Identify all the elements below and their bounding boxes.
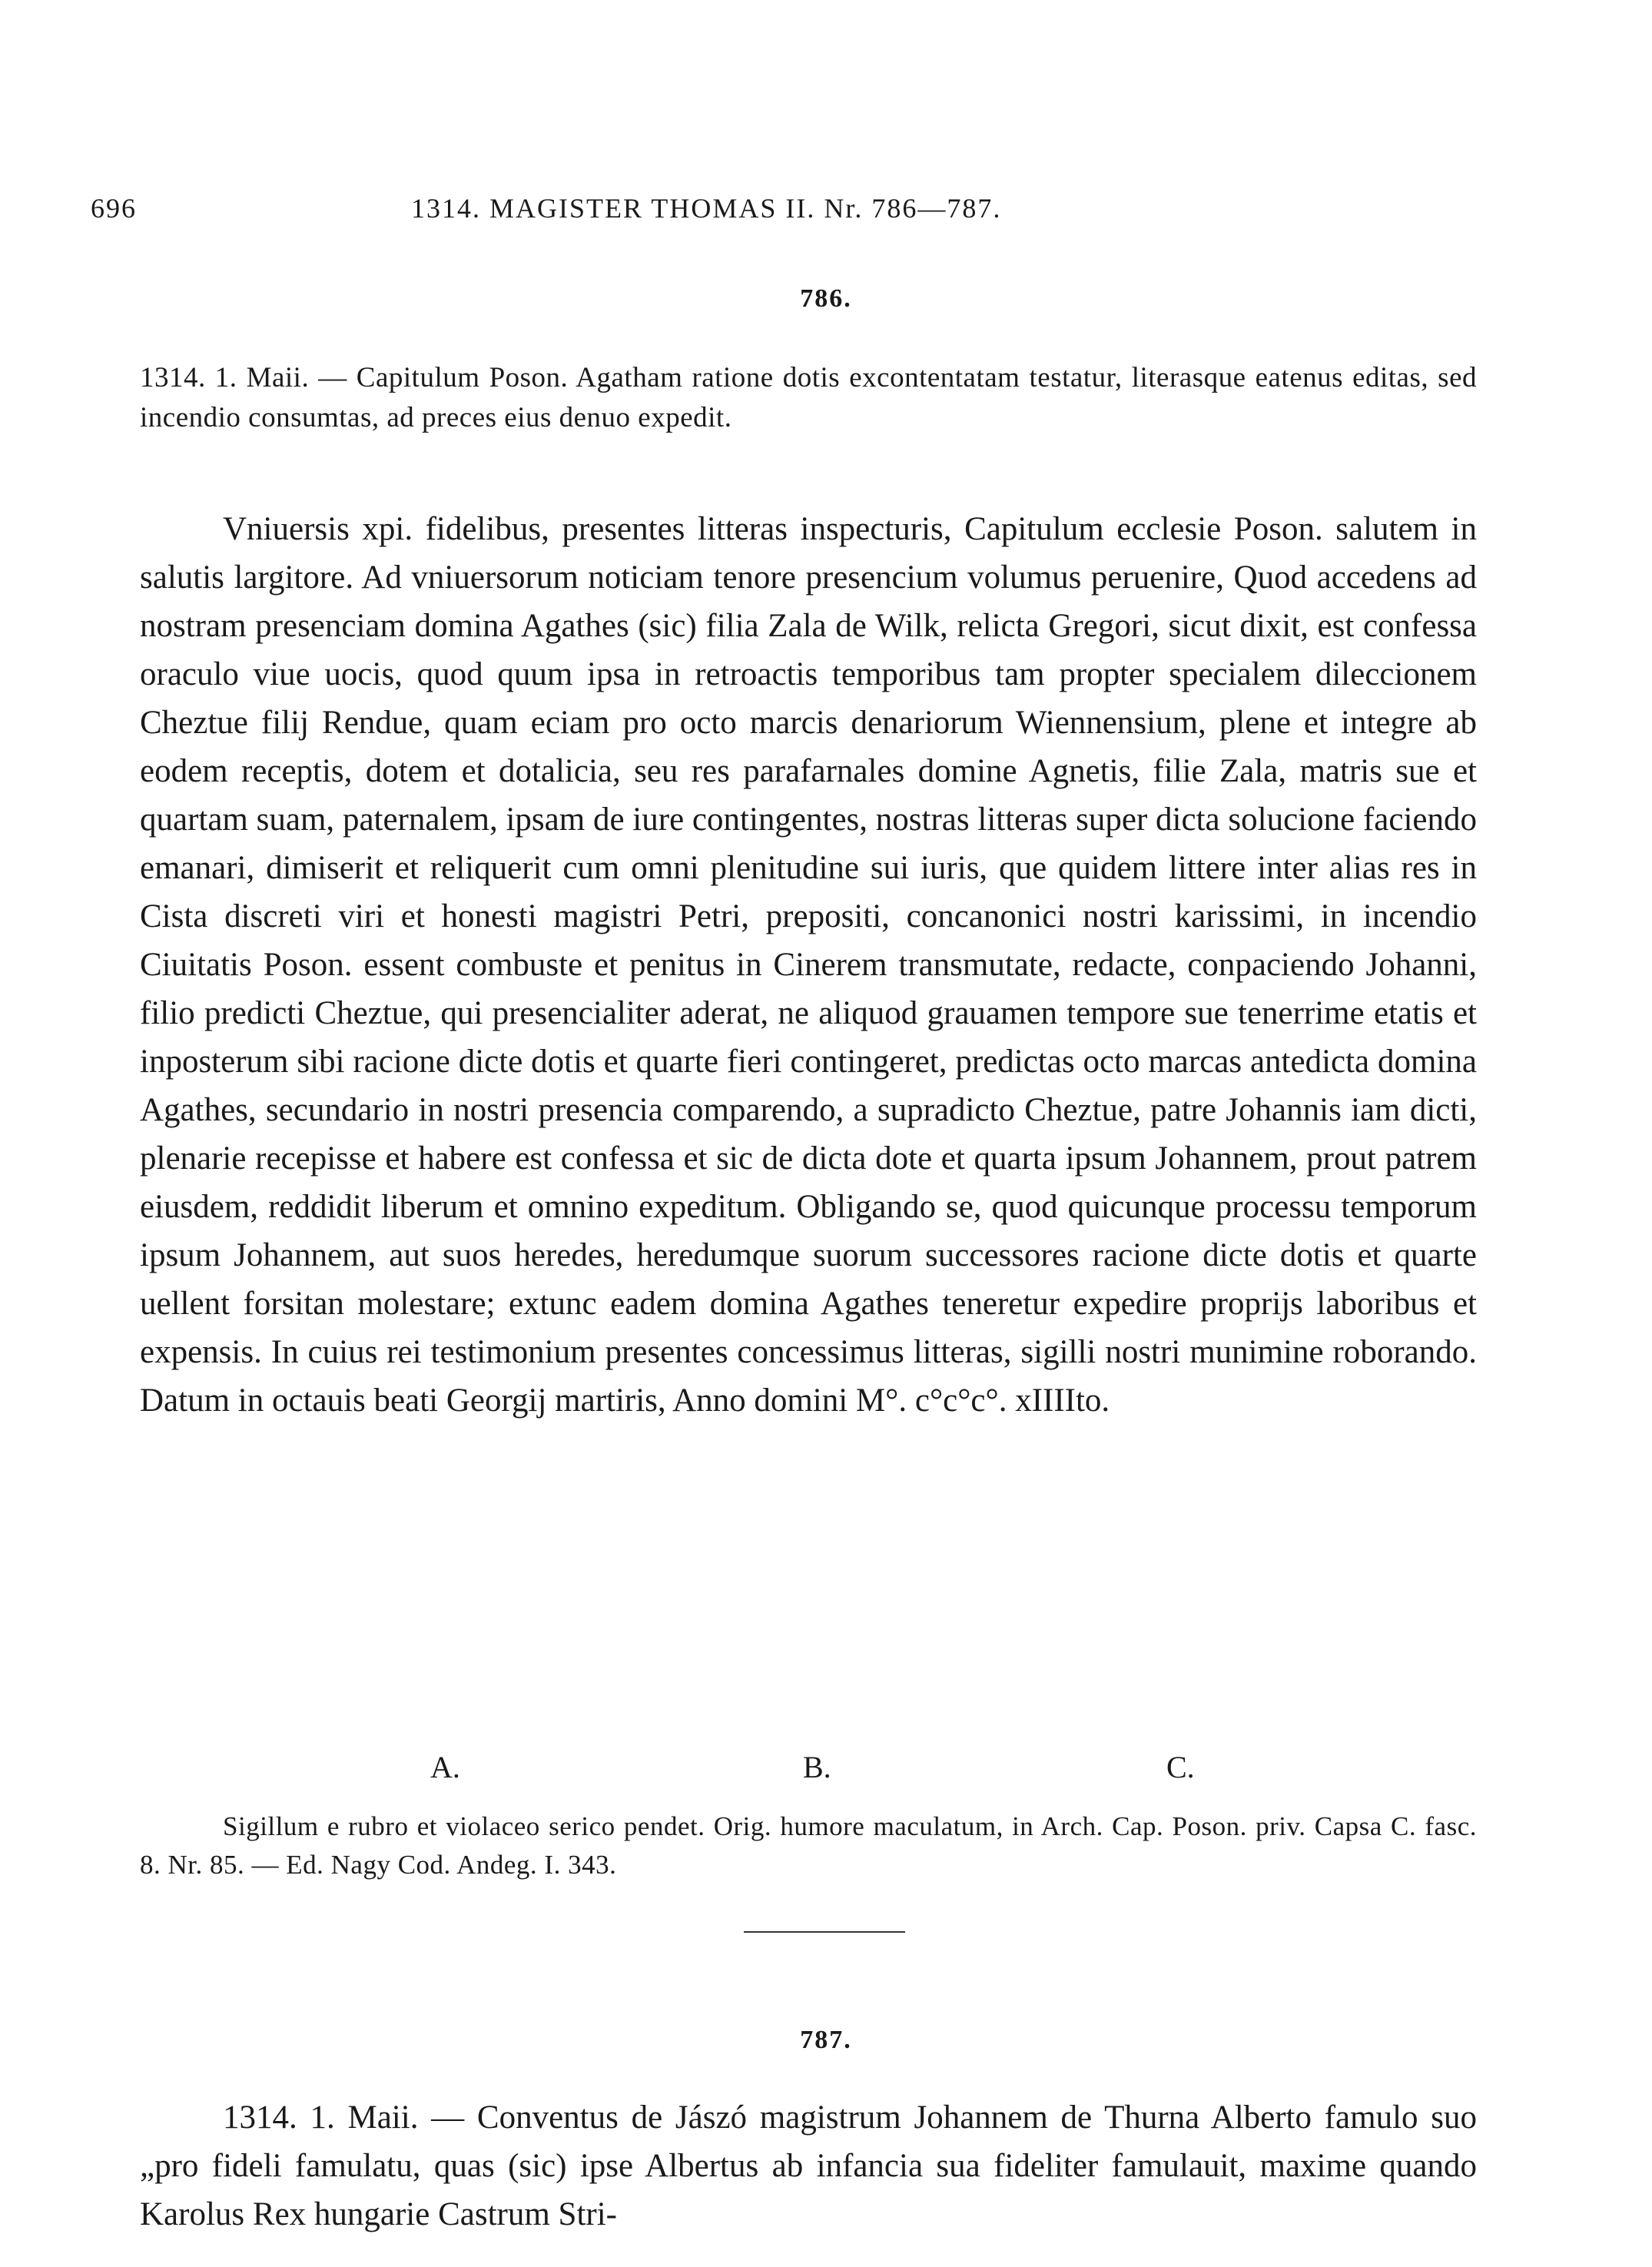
document-body-787 [140,2093,1477,2239]
document-body-786 [140,505,1477,1425]
page-number: 696 [91,193,137,224]
witness-letters [0,1749,1652,1795]
charter-text-787: 1314. 1. Maii. — Conventus de Jászó magistrum Johannem de Thurna Alberto famulo suo „pro fideli famulatu, quas (sic) ipse Albertus ab infancia sua fideliter famulauit, maxime quando Karolus Rex hungarie Castrum Stri- [140,2099,1477,2232]
witness-letter-c: C. [1166,1750,1195,1784]
running-title: 1314. MAGISTER THOMAS II. Nr. 786—787. [411,193,1002,224]
document-summary-786: 1314. 1. Maii. — Capitulum Poson. Agatham ratione dotis excontentatam testatur, literasque eatenus editas, sed incendio consumtas, ad preces eius denuo expedit. [140,362,1477,433]
section-divider [744,1931,905,1933]
page-header [0,192,1652,238]
witness-letter-a: A. [430,1750,460,1784]
source-note-786: Sigillum e rubro et violaceo serico pendet. Orig. humore maculatum, in Arch. Cap. Poson. priv. Capsa C. fasc. 8. Nr. 85. — Ed. Nagy Cod. Andeg. I. 343. [140,1811,1477,1880]
document-number-787: 787. [800,2026,852,2054]
witness-letter-b: B. [803,1750,831,1784]
charter-text-786: Vniuersis xpi. fidelibus, presentes litteras inspecturis, Capitulum ecclesie Poson. salutem in salutis largitore. Ad vniuersorum noticiam tenore presencium volumus peruenire, Quod accedens ad nostram presenciam domina Agathes (sic) filia Zala de Wilk, relicta Gregori, sicut dixit, est confessa oraculo viue uocis, quod quum ipsa in retroactis temporibus tam propter specialem dileccionem Cheztue filij Rendue, quam eciam pro octo marcis denariorum Wiennensium, plene et integre ab eodem receptis, dotem et dotalicia, seu res parafarnales domine Agnetis, filie Zala, matris sue et quartam suam, paternalem, ipsam de iure contingentes, nostras litteras super dicta solucione faciendo emanari, dimiserit et reliquerit cum omni plenitudine sui iuris, que quidem littere inter alias res in Cista discreti viri et honesti magistri Petri, prepositi, concanonici nostri karissimi, in incendio Ciuitatis Poson. essent combuste et penitus in Cinerem transmutate, redacte, conpaciendo Johanni, filio predicti Cheztue, qui presencialiter aderat, ne aliquod grauamen tempore sue tenerrime etatis et inposterum sibi racione dicte dotis et quarte fieri contingeret, predictas octo marcas antedicta domina Agathes, secundario in nostri presencia comparendo, a supradicto Cheztue, patre Johannis iam dicti, plenarie recepisse et habere est confessa et sic de dicta dote et quarta ipsum Johannem, prout patrem eiusdem, reddidit liberum et omnino expeditum. Obligando se, quod quicunque processu temporum ipsum Johannem, aut suos heredes, heredumque suorum successores racione dicte dotis et quarte uellent forsitan molestare; extunc eadem domina Agathes teneretur expedire proprijs laboribus et expensis. In cuius rei testimonium presentes concessimus litteras, sigilli nostri munimine roborando. Datum in octauis beati Georgij martiris, Anno domini M°. c°c°c°. xIIIIto. [140,511,1477,1419]
document-number-786: 786. [800,284,852,313]
